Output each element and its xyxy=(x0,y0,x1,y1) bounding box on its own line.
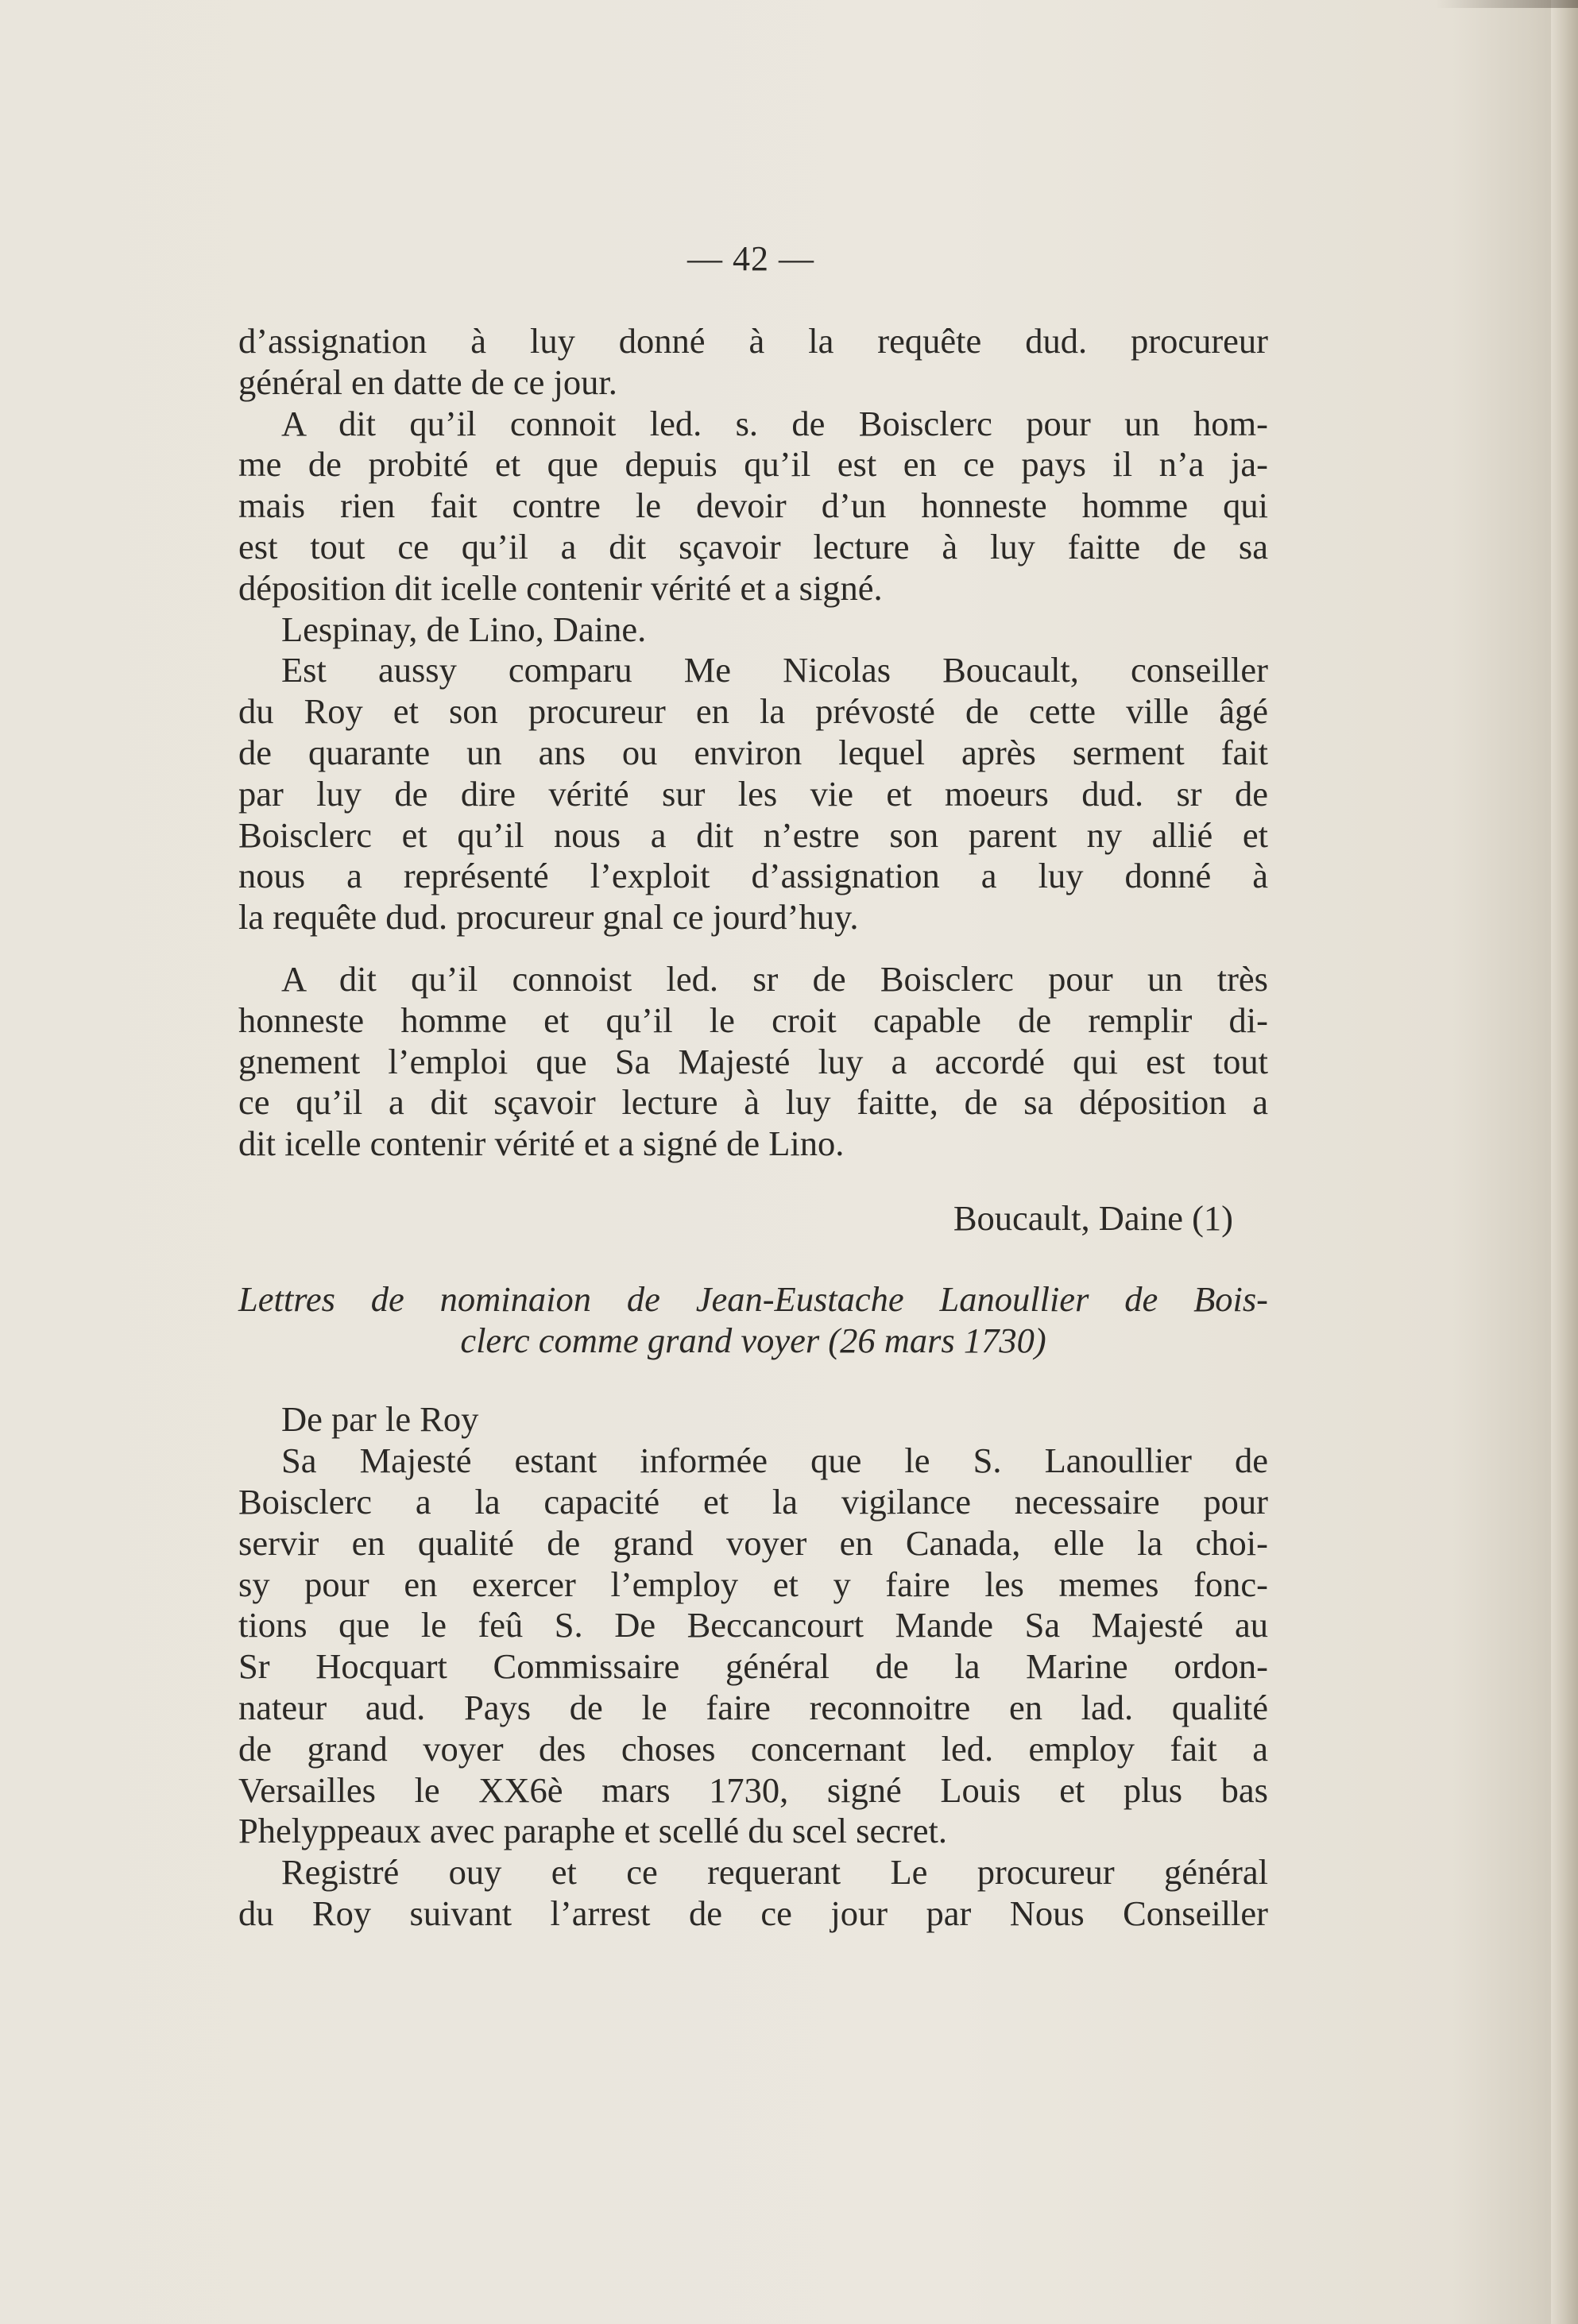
signature-line: Boucault, Daine (1) xyxy=(953,1197,1233,1238)
text-line: gnement l’emploi que Sa Majesté luy a accordé qui est tout xyxy=(238,1041,1268,1081)
text-line: dit icelle contenir vérité et a signé de Lino. xyxy=(238,1123,845,1164)
text-line: servir en qualité de grand voyer en Canada, elle la choi- xyxy=(238,1522,1268,1563)
text-line: Sa Majesté estant informée que le S. Lanoullier de xyxy=(281,1440,1268,1481)
text-line: A dit qu’il connoit led. s. de Boisclerc pour un hom- xyxy=(281,403,1268,443)
text-line: général en datte de ce jour. xyxy=(238,362,617,402)
text-line: est tout ce qu’il a dit sçavoir lecture à luy faitte de sa xyxy=(238,526,1268,566)
text-line: mais rien fait contre le devoir d’un honneste homme qui xyxy=(238,485,1268,526)
text-line: Est aussy comparu Me Nicolas Boucault, conseiller xyxy=(281,650,1268,690)
text-line: par luy de dire vérité sur les vie et moeurs dud. sr de xyxy=(238,773,1268,814)
text-line: tions que le feû S. De Beccancourt Mande Sa Majesté au xyxy=(238,1605,1268,1645)
text-line: Registré ouy et ce requerant Le procureur général xyxy=(281,1852,1268,1893)
text-line: Sr Hocquart Commissaire général de la Marine ordon- xyxy=(238,1646,1268,1687)
text-line: De par le Roy xyxy=(281,1399,479,1440)
text-line: du Roy et son procureur en la prévosté de cette ville âgé xyxy=(238,691,1268,732)
text-line: Versailles le XX6è mars 1730, signé Louis et plus bas xyxy=(238,1769,1268,1810)
signature-line: Lespinay, de Lino, Daine. xyxy=(281,609,647,649)
text-line: la requête dud. procureur gnal ce jourd’huy. xyxy=(238,897,859,938)
text-line: A dit qu’il connoist led. sr de Boisclerc pour un très xyxy=(281,958,1268,999)
text-line: ce qu’il a dit sçavoir lecture à luy faitte, de sa déposition a xyxy=(238,1082,1268,1123)
page-number: — 42 — xyxy=(687,239,814,278)
text-line: me de probité et que depuis qu’il est en ce pays il n’a ja- xyxy=(238,444,1268,485)
text-line: de quarante un ans ou environ lequel après serment fait xyxy=(238,732,1268,772)
text-line: honneste homme et qu’il le croit capable de remplir di- xyxy=(238,1000,1268,1040)
text-line: sy pour en exercer l’employ et y faire les memes fonc- xyxy=(238,1564,1268,1604)
text-line: Phelyppeaux avec paraphe et scellé du scel secret. xyxy=(238,1811,948,1851)
body-text xyxy=(238,321,1268,1935)
text-line: nous a représenté l’exploit d’assignation a luy donné à xyxy=(238,856,1268,896)
text-line: déposition dit icelle contenir vérité et a signé. xyxy=(238,567,883,608)
text-line: Boisclerc et qu’il nous a dit n’estre son parent ny allié et xyxy=(238,814,1268,855)
page-corner-shadow xyxy=(1435,0,1578,8)
section-title: clerc comme grand voyer (26 mars 1730) xyxy=(460,1320,1046,1360)
text-line: de grand voyer des choses concernant led. employ fait a xyxy=(238,1728,1268,1769)
text-line: nateur aud. Pays de le faire reconnoitre en lad. qualité xyxy=(238,1687,1268,1727)
text-line: d’assignation à luy donné à la requête dud. procureur xyxy=(238,321,1268,361)
section-title: Lettres de nominaion de Jean-Eustache Lanoullier de Bois- xyxy=(238,1278,1268,1319)
page-edge-shadow xyxy=(1551,0,1578,2324)
text-line: Boisclerc a la capacité et la vigilance necessaire pour xyxy=(238,1481,1268,1522)
text-line: du Roy suivant l’arrest de ce jour par Nous Conseiller xyxy=(238,1893,1268,1933)
